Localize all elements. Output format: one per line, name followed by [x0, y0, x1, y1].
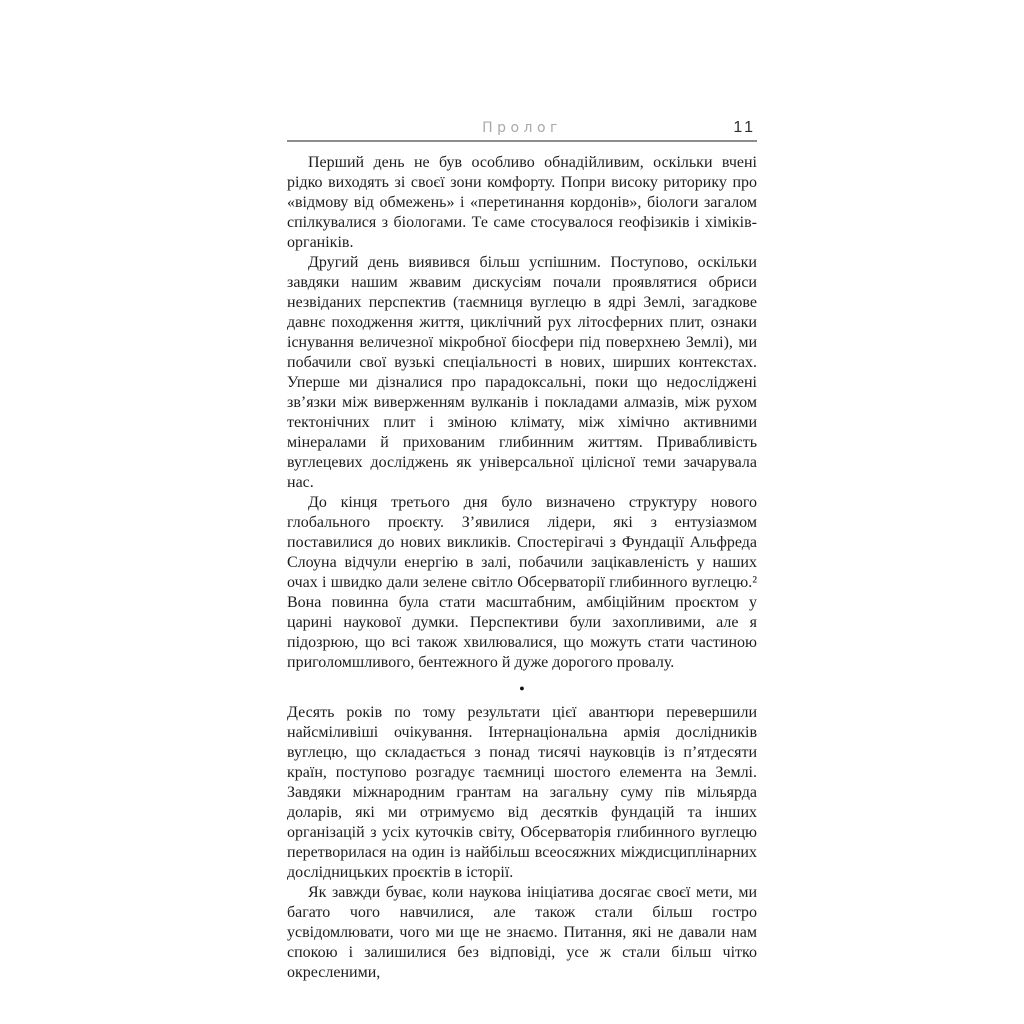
body-text-block	[287, 153, 757, 983]
page-header	[287, 119, 757, 140]
paragraph: Перший день не був особливо обнадійливим, оскільки вчені рідко виходять зі своєї зони комфорту. Попри високу риторику про «відмову від обмежень» і «перетинання кордонів», біологи загалом спілкувалися з біологами. Те саме стосувалося геофізиків і хіміків-органіків.	[287, 153, 757, 251]
page-number: 11	[733, 119, 756, 136]
page-content-column	[287, 119, 757, 983]
paragraph: Як завжди буває, коли наукова ініціатива досягає своєї мети, ми багато чого навчилися, але також стали більш гостро усвідомлювати, чого ми ще не знаємо. Питання, які не давали нам спокою і залишилися без відповіді, усе ж стали більш чітко окресленими,	[287, 883, 757, 981]
section-separator-bullet: ●	[519, 682, 525, 693]
paragraph: До кінця третього дня було визначено структуру нового глобального проєкту. З’явилися лідери, які з ентузіазмом поставилися до нових викликів. Спостерігачі з Фундації Альфреда Слоуна відчули енергію в залі, побачили зацікавленість у наших очах і швидко дали зелене світло Обсерваторії глибинного вуглецю.² Вона повинна була стати масштабним, амбіційним проєктом у царині наукової думки. Перспективи були захопливими, але я підозрюю, що всі також хвилювалися, що можуть стати частиною приголомшливого, бентежного й дуже дорогого провалу.	[287, 493, 757, 671]
paragraph: Другий день виявився більш успішним. Поступово, оскільки завдяки нашим жвавим дискусіям почали проявлятися обриси незвіданих перспектив (таємниця вуглецю в ядрі Землі, загадкове давнє походження життя, циклічний рух літосферних плит, ознаки існування величезної мікробної біосфери під поверхнею Землі), ми побачили свої вузькі спеціальності в нових, ширших контекстах. Уперше ми дізналися про парадоксальні, поки що недосліджені зв’язки між виверженням вулканів і покладами алмазів, між рухом тектонічних плит і зміною клімату, між хімічно активними мінералами й прихованим глибинним життям. Привабливість вуглецевих досліджень як універсальної цілісної теми зачарувала нас.	[287, 253, 757, 491]
running-head-title: Пролог	[482, 120, 562, 136]
paragraph: Десять років по тому результати цієї авантюри перевершили найсміливіші очікування. Інтернаціональна армія дослідників вуглецю, що складається з понад тисячі науковців із п’ятдесяти країн, поступово розгадує таємниці шостого елемента на Землі. Завдяки міжнародним грантам на загальну суму пів мільярда доларів, які ми отримуємо від десятків фундацій та інших організацій з усіх куточків світу, Обсерваторія глибинного вуглецю перетворилася на один із найбільш всеосяжних міждисциплінарних дослідницьких проєктів в історії.	[287, 703, 757, 881]
header-rule	[287, 140, 757, 142]
